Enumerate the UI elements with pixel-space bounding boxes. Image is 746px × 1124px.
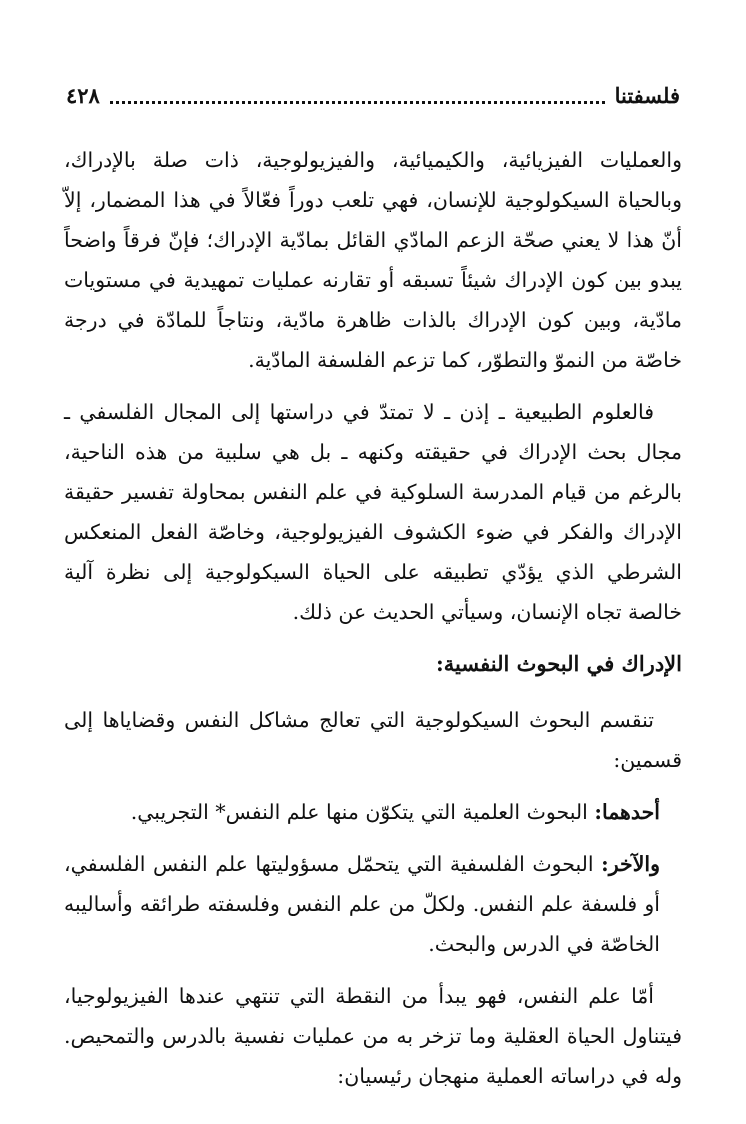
list-item-second (64, 844, 682, 964)
header-dot-leader (110, 87, 605, 104)
page-body (64, 140, 682, 1108)
paragraph-1: والعمليات الفيزيائية، والكيميائية، والفيزيولوجية، ذات صلة بالإدراك، وبالحياة السيكولوجية للإنسان، فهي تلعب دوراً فعّالاً في هذا المضمار، إلاّ أنّ هذا لا يعني صحّة الزعم المادّي القائل بمادّية الإدراك؛ فإنّ فرقاً واضحاً يبدو بين كون الإدراك شيئاً تسبقه أو تقارنه عمليات تمهيدية في مستويات مادّية، وبين كون الإدراك بالذات ظاهرة مادّية، ونتاجاً للمادّة في درجة خاصّة من النموّ والتطوّر، كما تزعم الفلسفة المادّية. (64, 148, 682, 372)
section-heading: الإدراك في البحوث النفسية: (436, 651, 682, 676)
running-header (66, 78, 680, 112)
paragraph-2: فالعلوم الطبيعية ـ إذن ـ لا تمتدّ في دراستها إلى المجال الفلسفي ـ مجال بحث الإدراك في حقيقته وكنهه ـ بل هي سلبية من هذه الناحية، بالرغم من قيام المدرسة السلوكية في علم النفس بمحاولة تفسير حقيقة الإدراك والفكر في ضوء الكشوف الفيزيولوجية، وخاصّة الفعل المنعكس الشرطي الذي يؤدّي تطبيقه على الحياة السيكولوجية إلى نظرة آلية خالصة تجاه الإنسان، وسيأتي الحديث عن ذلك. (64, 400, 682, 624)
list-item-first (64, 792, 682, 832)
book-title: فلسفتنا (614, 82, 680, 108)
page-number: ٤٢٨ (66, 82, 100, 108)
item-2-text: البحوث الفلسفية التي يتحمّل مسؤوليتها علم النفس الفلسفي، أو فلسفة علم النفس. ولكلّ من علم النفس وفلسفته طرائقه وأساليبه الخاصّة في الدرس والبحث. (64, 852, 660, 956)
paragraph-3: تنقسم البحوث السيكولوجية التي تعالج مشاكل النفس وقضاياها إلى قسمين: (64, 708, 682, 772)
item-1-lead: أحدهما: (594, 800, 660, 824)
item-1-text: البحوث العلمية التي يتكوّن منها علم النفس* التجريبي. (130, 800, 595, 824)
paragraph-4: أمّا علم النفس، فهو يبدأ من النقطة التي تنتهي عندها الفيزيولوجيا، فيتناول الحياة العقلية وما تزخر به من عمليات نفسية بالدرس والتمحيص. وله في دراساته العملية منهجان رئيسيان: (64, 984, 682, 1088)
item-2-lead: والآخر: (601, 852, 660, 876)
